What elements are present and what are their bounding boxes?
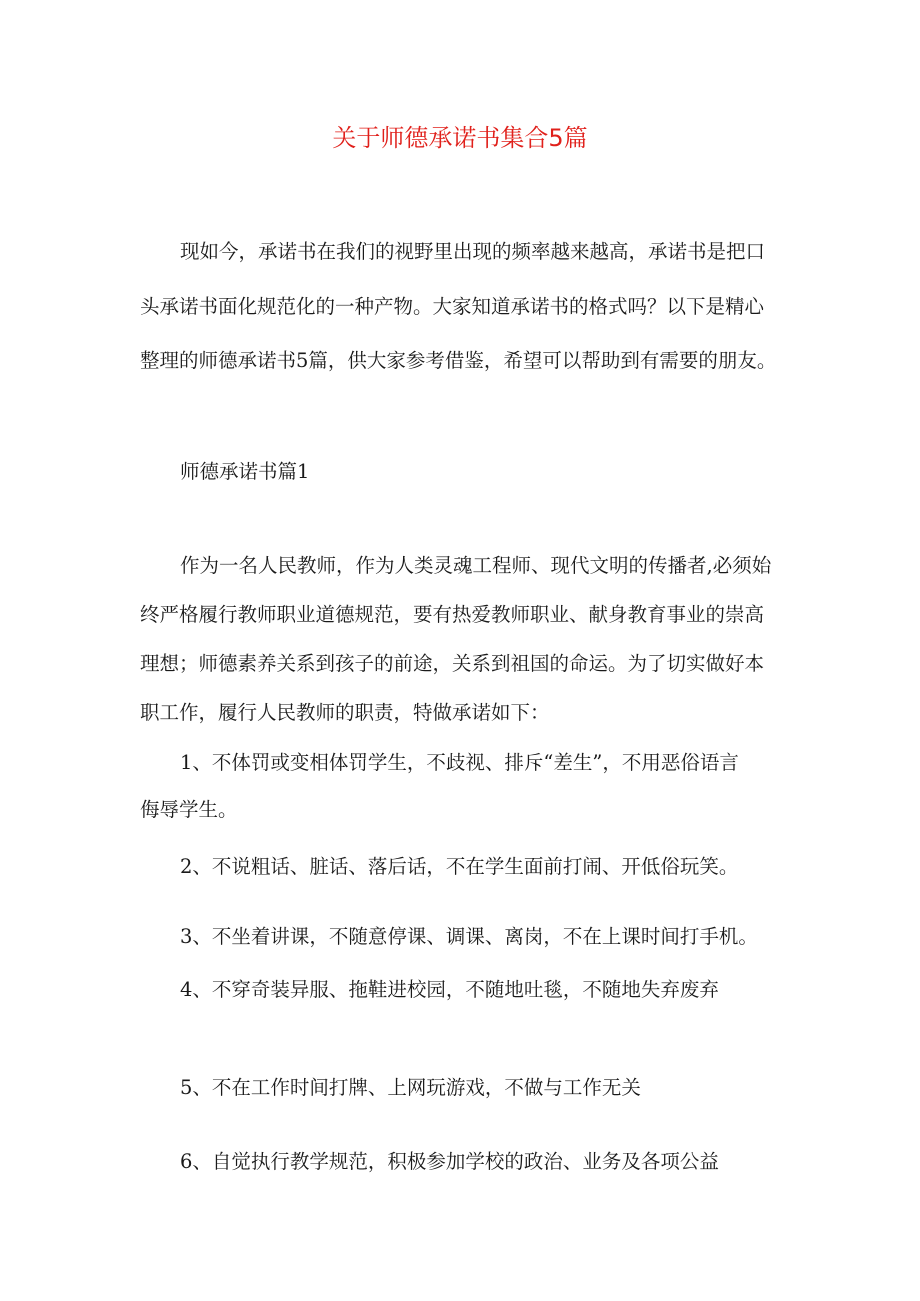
- list-item-3: 3、不坐着讲课，不随意停课、调课、离岗，不在上课时间打手机。: [180, 925, 758, 948]
- section-heading: 师德承诺书篇1: [180, 460, 310, 483]
- intro-line-3: 整理的师德承诺书5篇，供大家参考借鉴，希望可以帮助到有需要的朋友。: [140, 349, 777, 372]
- list-item-6: 6、自觉执行教学规范，积极参加学校的政治、业务及各项公益: [180, 1150, 719, 1173]
- list-item-1: 1、不体罚或变相体罚学生，不歧视、排斥“差生”，不用恶俗语言: [180, 751, 739, 774]
- body-line-3: 理想；师德素养关系到孩子的前途，关系到祖国的命运。为了切实做好本: [140, 652, 765, 675]
- intro-line-2: 头承诺书面化规范化的一种产物。大家知道承诺书的格式吗？以下是精心: [140, 295, 765, 318]
- body-line-2: 终严格履行教师职业道德规范，要有热爱教师职业、献身教育事业的崇高: [140, 603, 765, 626]
- body-line-4: 职工作，履行人民教师的职责，特做承诺如下：: [140, 701, 550, 724]
- list-item-2: 2、不说粗话、脏话、落后话，不在学生面前打闹、开低俗玩笑。: [180, 855, 739, 878]
- list-item-1-continued: 侮辱学生。: [140, 798, 238, 821]
- document-title: 关于师德承诺书集合5篇: [332, 124, 588, 152]
- intro-line-1: 现如今，承诺书在我们的视野里出现的频率越来越高，承诺书是把口: [180, 240, 766, 263]
- body-line-1: 作为一名人民教师，作为人类灵魂工程师、现代文明的传播者,必须始: [180, 554, 772, 577]
- list-item-4: 4、不穿奇装异服、拖鞋进校园，不随地吐毯，不随地失弃废弃: [180, 978, 719, 1001]
- list-item-5: 5、不在工作时间打牌、上网玩游戏，不做与工作无关: [180, 1076, 641, 1099]
